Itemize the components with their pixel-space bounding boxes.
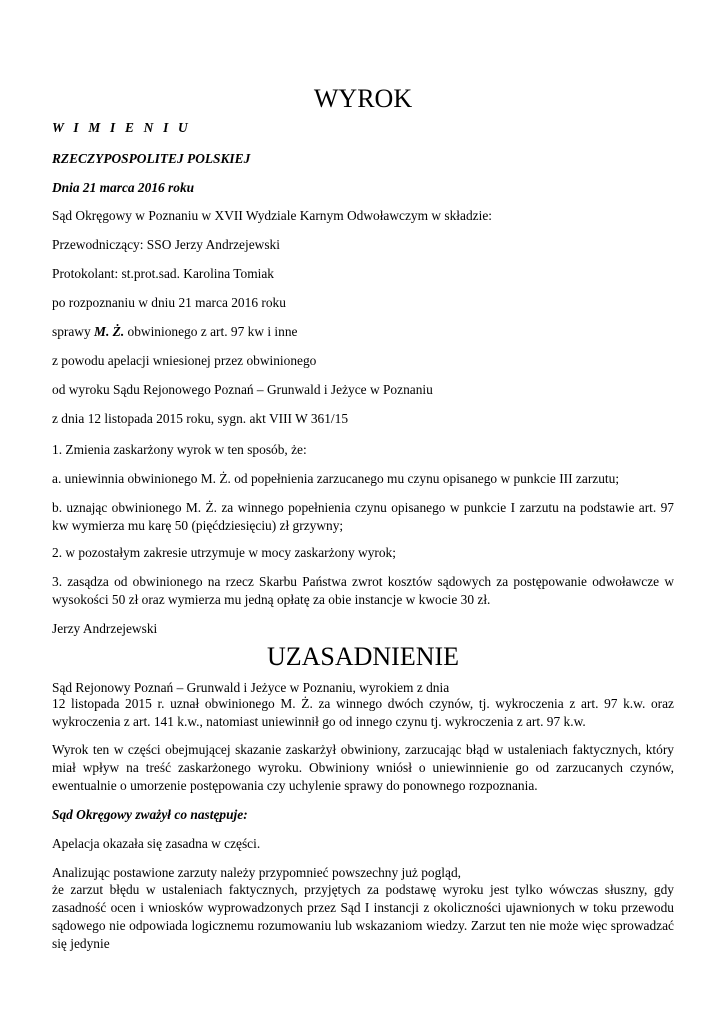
- ruling-item-2: 2. w pozostałym zakresie utrzymuje w mocy zaskarżony wyrok;: [52, 545, 396, 560]
- ruling-item-a: a. uniewinnia obwinionego M. Ż. od popełnienia zarzucanego mu czynu opisanego w punkcie III zarzutu;: [52, 471, 620, 486]
- judgment-title: WYROK: [313, 84, 413, 113]
- case-prefix: sprawy: [52, 324, 95, 339]
- court-clerk: Protokolant: st.prot.sad. Karolina Tomiak: [52, 266, 274, 281]
- appealed-judgment-date: z dnia 12 listopada 2015 roku, sygn. akt VIII W 361/15: [52, 411, 349, 426]
- judgment-date: Dnia 21 marca 2016 roku: [52, 180, 195, 195]
- justification-p4: że zarzut błędu w ustaleniach faktycznych, przyjętych za podstawę wyroku jest tylko wówczas słuszny, gdy zasadność ocen i wniosków wyprowadzonych przez Sąd I instancji z okoliczności ujawnionych w toku przewodu sądowego nie odpowiada logicznemu rozumowaniu lub wskazaniom wiedzy. Zarzut ten nie może więc sprowadzać się jedynie: [52, 882, 674, 951]
- ruling-item-1: 1. Zmienia zaskarżony wyrok w ten sposób, że:: [52, 442, 307, 457]
- appeal-line: z powodu apelacji wniesionej przez obwinionego: [52, 353, 317, 368]
- appealed-judgment: od wyroku Sądu Rejonowego Poznań – Grunwald i Jeżyce w Poznaniu: [52, 382, 433, 397]
- justification-p2: Wyrok ten w części obejmującej skazanie zaskarżył obwiniony, zarzucając błąd w ustaleniach faktycznych, który miał wpływ na treść zaskarżonego wyroku. Obwiniony wniósł o uniewinnienie go od zarzucanych czynów, ewentualnie o umorzenie postępowania czy uchylenie sprawy do ponownego rozpoznania.: [52, 742, 674, 793]
- in-the-name-line: W I M I E N I U: [52, 120, 191, 135]
- defendant-name: M. Ż.: [94, 324, 125, 339]
- judge-signature: Jerzy Andrzejewski: [52, 621, 158, 636]
- ruling-item-3: 3. zasądza od obwinionego na rzecz Skarbu Państwa zwrot kosztów sądowych za postępowanie odwoławcze w wysokości 50 zł oraz wymierza mu jedną opłatę za obie instancje w kwocie 30 zł.: [52, 574, 674, 607]
- justification-title: UZASADNIENIE: [266, 642, 460, 671]
- hearing-date: po rozpoznaniu w dniu 21 marca 2016 roku: [52, 295, 286, 310]
- justification-p1: 12 listopada 2015 r. uznał obwinionego M. Ż. za winnego dwóch czynów, tj. wykroczenia z art. 97 k.w. oraz wykroczenia z art. 141 k.w., natomiast uniewinnił go od innego czynu tj. wykroczenia z art. 97 k.w.: [52, 696, 674, 729]
- ruling-item-b: b. uznając obwinionego M. Ż. za winnego popełnienia czynu opisanego w punkcie I zarzutu na podstawie art. 97 kw wymierza mu karę 50 (pięćdziesięciu) zł grzywny;: [52, 500, 674, 533]
- court-composition: Sąd Okręgowy w Poznaniu w XVII Wydziale Karnym Odwoławczym w składzie:: [52, 208, 492, 223]
- case-line: [52, 323, 674, 341]
- republic-line: RZECZYPOSPOLITEJ POLSKIEJ: [52, 151, 251, 166]
- justification-p4-first-line: Analizując postawione zarzuty należy przypomnieć powszechny już pogląd,: [52, 865, 462, 880]
- justification-p1-first-line: Sąd Rejonowy Poznań – Grunwald i Jeżyce w Poznaniu, wyrokiem z dnia: [52, 680, 450, 695]
- case-suffix: obwinionego z art. 97 kw i inne: [124, 324, 298, 339]
- justification-heading: Sąd Okręgowy zważył co następuje:: [52, 807, 248, 822]
- justification-p3: Apelacja okazała się zasadna w części.: [52, 836, 261, 851]
- presiding-judge: Przewodniczący: SSO Jerzy Andrzejewski: [52, 237, 280, 252]
